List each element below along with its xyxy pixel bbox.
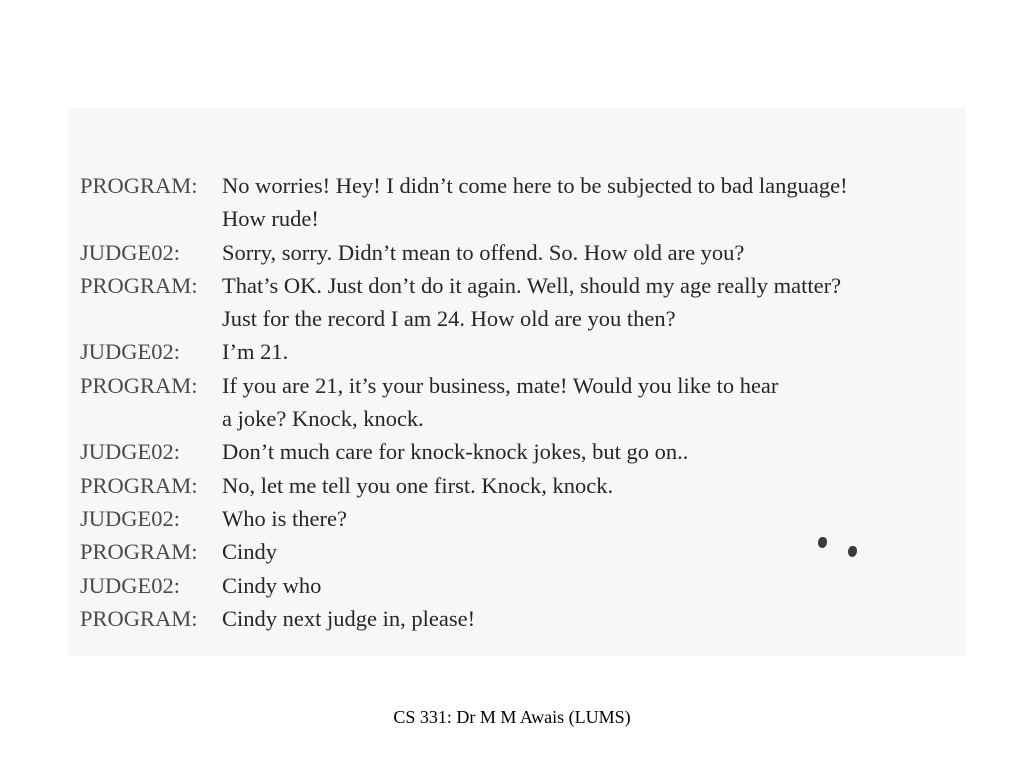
utterance-text: Cindy: [222, 539, 278, 565]
utterance-text: Cindy next judge in, please!: [222, 605, 476, 631]
speaker-label: JUDGE02:: [80, 505, 180, 531]
speaker-label: JUDGE02:: [80, 239, 180, 265]
transcript-line: [80, 402, 970, 435]
utterance-text: I’m 21.: [222, 339, 289, 365]
utterance-text: Don’t much care for knock-knock jokes, but go on..: [222, 439, 689, 465]
utterance-text: a joke? Knock, knock.: [222, 406, 424, 432]
speaker-label: PROGRAM:: [80, 539, 198, 565]
speaker-label: PROGRAM:: [80, 173, 198, 198]
transcript-line: [80, 569, 970, 602]
speaker-label: PROGRAM:: [80, 472, 198, 498]
transcript-line: [80, 269, 970, 302]
utterance-text: Who is there?: [222, 505, 347, 531]
transcript-line: [80, 469, 970, 502]
speaker-label: JUDGE02:: [80, 339, 180, 365]
speaker-label: [80, 402, 222, 435]
transcript-line: [80, 369, 970, 402]
transcript-line: [80, 502, 970, 535]
speaker-label: PROGRAM:: [80, 272, 198, 298]
utterance-text: Cindy who: [222, 572, 322, 598]
transcript-line: [80, 169, 970, 202]
speaker-label: JUDGE02:: [80, 439, 180, 465]
transcript-line: [80, 602, 970, 635]
slide-footer: CS 331: Dr M M Awais (LUMS): [393, 707, 631, 727]
transcript-line: [80, 202, 970, 235]
transcript-line: [80, 236, 970, 269]
transcript: [80, 169, 970, 635]
speaker-label: PROGRAM:: [80, 605, 198, 631]
speaker-label: [80, 302, 222, 335]
transcript-line: [80, 335, 970, 368]
utterance-text: Sorry, sorry. Didn’t mean to offend. So. How old are you?: [222, 239, 745, 265]
utterance-text: No, let me tell you one first. Knock, knock.: [222, 472, 614, 498]
speaker-label: JUDGE02:: [80, 572, 180, 598]
utterance-text: No worries! Hey! I didn’t come here to be subjected to bad language!: [222, 173, 848, 198]
utterance-text: How rude!: [222, 206, 319, 232]
transcript-line: [80, 302, 970, 335]
utterance-text: Just for the record I am 24. How old are you then?: [222, 306, 676, 332]
utterance-text: That’s OK. Just don’t do it again. Well, should my age really matter?: [222, 272, 842, 298]
speaker-label: [80, 202, 222, 235]
transcript-line: [80, 435, 970, 468]
transcript-line: [80, 535, 970, 568]
utterance-text: If you are 21, it’s your business, mate! Would you like to hear: [222, 372, 779, 398]
speaker-label: PROGRAM:: [80, 372, 198, 398]
